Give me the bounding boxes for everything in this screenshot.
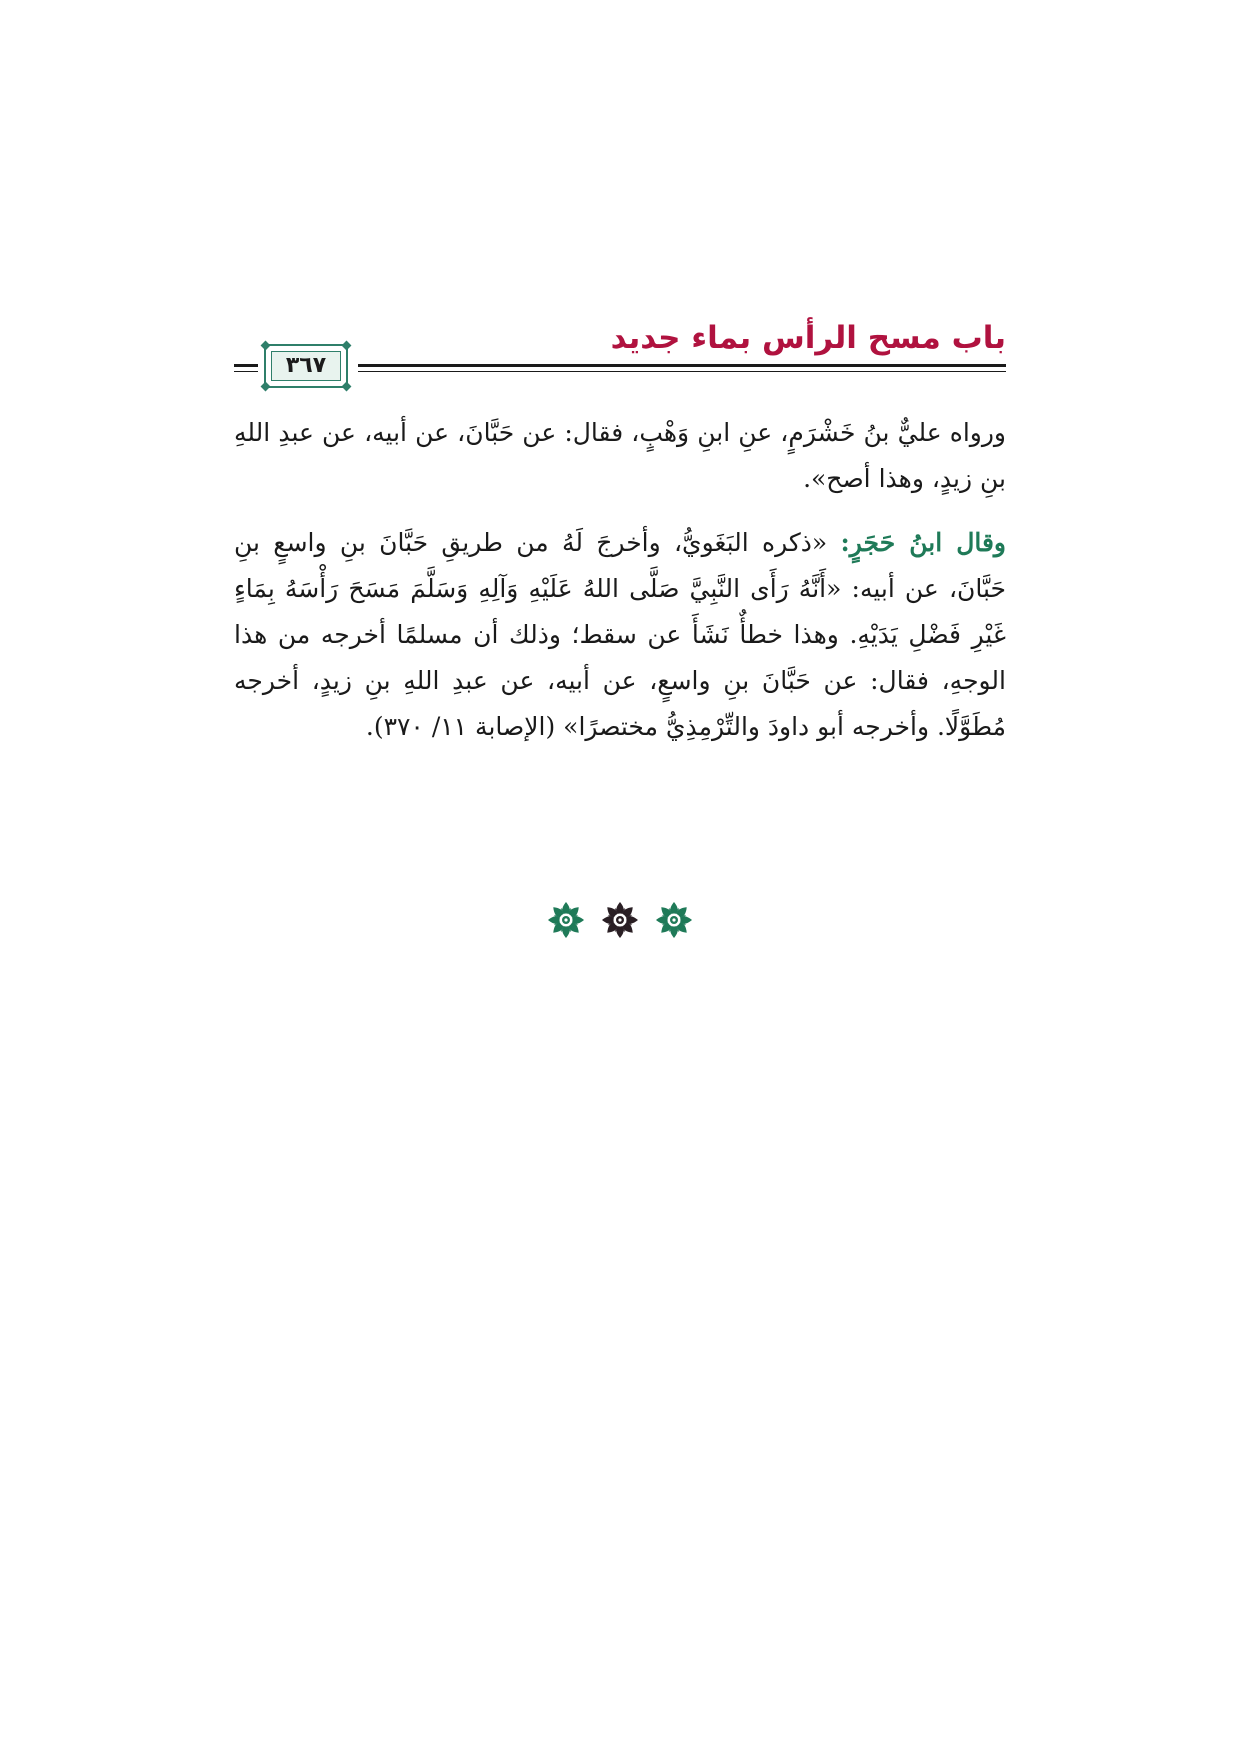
frame-corner-ornament-icon	[342, 382, 352, 392]
header-rule-right-thick	[358, 364, 1006, 367]
paragraph-1: ورواه عليٌّ بنُ خَشْرَمٍ، عنِ ابنِ وَهْبٍ، فقال: عن حَبَّانَ، عن أبيه، عن عبدِ اللهِ بنِ زيدٍ، وهذا أصح».	[234, 418, 1006, 493]
flower-ornament-icon	[546, 900, 586, 940]
header-rule-left-thin	[234, 371, 258, 372]
paragraph-2-speaker: وقال ابنُ حَجَرٍ:	[840, 528, 1007, 557]
header-rule-right-thin	[358, 371, 1006, 372]
page-header	[234, 318, 1006, 388]
paragraph-2-text: «ذكره البَغَويُّ، وأخرجَ لَهُ من طريقِ حَبَّانَ بنِ واسعٍ بنِ حَبَّانَ، عن أبيه: «أَنَّهُ رَأَى النَّبِيَّ صَلَّى اللهُ عَلَيْهِ وَآلِهِ وَسَلَّمَ مَسَحَ رَأْسَهُ بِمَاءٍ غَيْرِ فَضْلِ يَدَيْهِ. وهذا خطأٌ نَشَأَ عن سقط؛ وذلك أن مسلمًا أخرجه من هذا الوجهِ، فقال: عن حَبَّانَ بنِ واسعٍ، عن أبيه، عن عبدِ اللهِ بنِ زيدٍ، أخرجه مُطَوَّلًا. وأخرجه أبو داودَ والتِّرْمِذِيُّ مختصرًا» (الإصابة ١١/ ٣٧٠).	[234, 528, 1006, 741]
chapter-title: باب مسح الرأس بماء جديد	[610, 320, 1006, 356]
page-number-panel	[271, 351, 341, 381]
page-number-frame	[264, 344, 348, 388]
flower-ornament-icon	[654, 900, 694, 940]
header-rule-left-thick	[234, 364, 258, 367]
flower-ornament-icon	[600, 900, 640, 940]
frame-corner-ornament-icon	[342, 341, 352, 351]
frame-corner-ornament-icon	[261, 382, 271, 392]
page-body	[234, 410, 1006, 750]
page-number: ٣٦٧	[285, 353, 327, 378]
section-end-ornaments	[0, 900, 1240, 950]
paragraph-2	[234, 520, 1006, 750]
frame-corner-ornament-icon	[261, 341, 271, 351]
